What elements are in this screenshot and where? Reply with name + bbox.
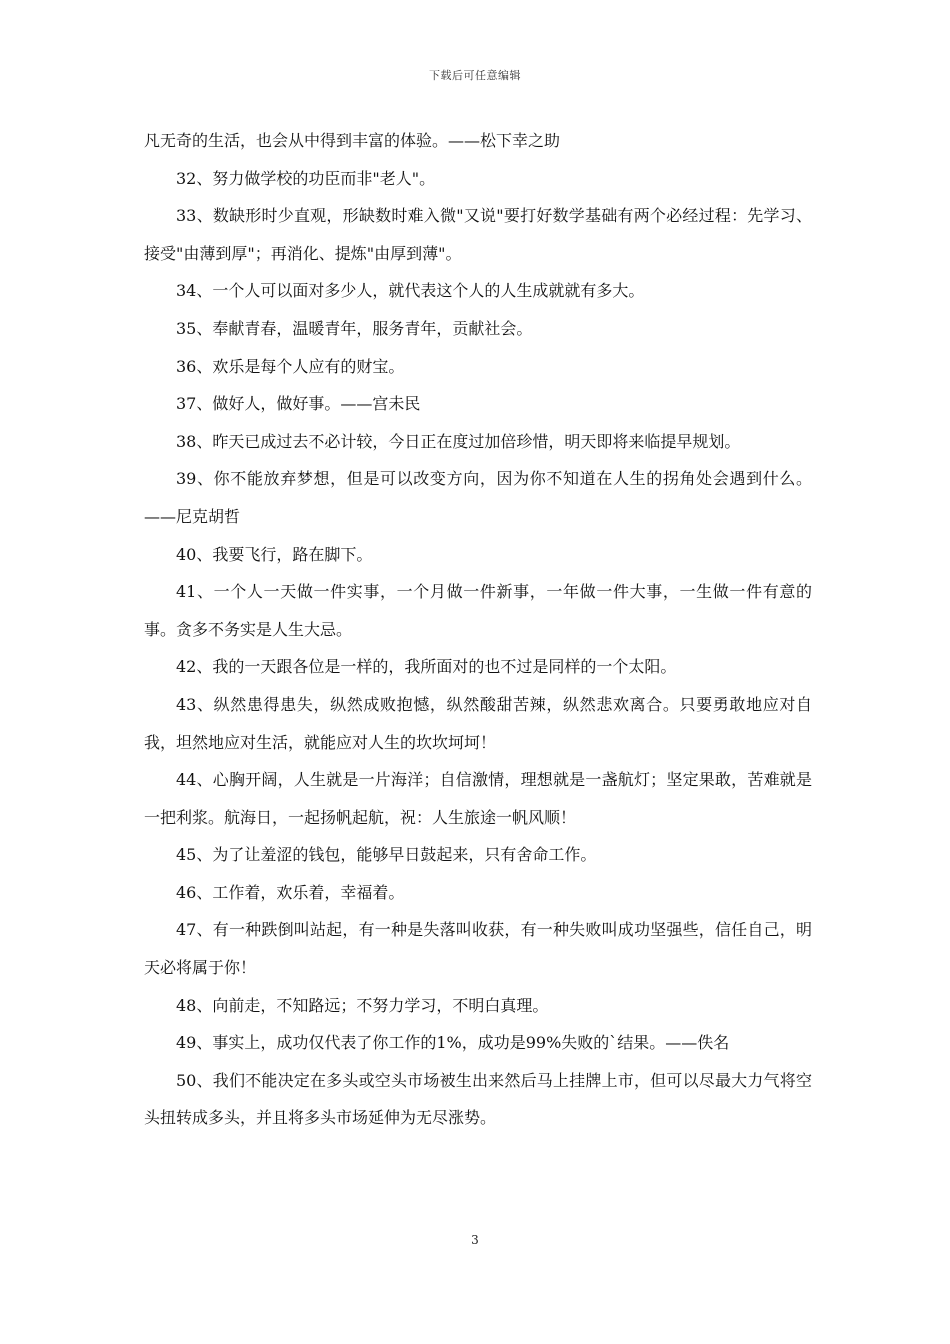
paragraph: 凡无奇的生活，也会从中得到丰富的体验。——松下幸之助 bbox=[144, 131, 561, 150]
paragraph: 37、做好人，做好事。——宫未民 bbox=[176, 394, 421, 414]
paragraph: 45、为了让羞涩的钱包，能够早日鼓起来，只有舍命工作。 bbox=[176, 845, 597, 865]
paragraph: 35、奉献青春，温暖青年，服务青年，贡献社会。 bbox=[176, 318, 533, 338]
page-header: 下载后可任意编辑 bbox=[429, 69, 521, 82]
page-number: 3 bbox=[471, 1233, 479, 1247]
paragraph: 32、努力做学校的功臣而非"老人"。 bbox=[176, 168, 436, 188]
paragraph: 41、一个人一天做一件实事，一个月做一件新事，一年做一件大事，一生做一件有意的事。贪多不务实是人生大忌。 bbox=[144, 582, 812, 639]
paragraph: 49、事实上，成功仅代表了你工作的1%，成功是99%失败的`结果。——佚名 bbox=[176, 1033, 730, 1053]
paragraph: 43、纵然患得患失，纵然成败抱憾，纵然酸甜苦辣，纵然悲欢离合。只要勇敢地应对自我，坦然地应对生活，就能应对人生的坎坎坷坷！ bbox=[144, 694, 812, 752]
paragraph: 48、向前走，不知路远；不努力学习，不明白真理。 bbox=[176, 995, 549, 1015]
paragraph: 38、昨天已成过去不必计较，今日正在度过加倍珍惜，明天即将来临提早规划。 bbox=[176, 431, 741, 451]
paragraph: 34、一个人可以面对多少人，就代表这个人的人生成就就有多大。 bbox=[176, 281, 645, 301]
paragraph: 44、心胸开阔，人生就是一片海洋；自信激情，理想就是一盏航灯；坚定果敢，苦难就是一把利浆。航海日，一起扬帆起航，祝：人生旅途一帆风顺！ bbox=[144, 770, 812, 827]
body-text bbox=[144, 122, 812, 1137]
paragraph: 40、我要飞行，路在脚下。 bbox=[176, 544, 373, 564]
paragraph: 47、有一种跌倒叫站起，有一种是失落叫收获，有一种失败叫成功坚强些，信任自己，明天必将属于你！ bbox=[144, 920, 812, 978]
paragraph: 33、数缺形时少直观，形缺数时难入微"又说"要打好数学基础有两个必经过程：先学习、接受"由薄到厚"；再消化、提炼"由厚到薄"。 bbox=[144, 206, 812, 263]
paragraph: 36、欢乐是每个人应有的财宝。 bbox=[176, 356, 405, 376]
paragraph: 50、我们不能决定在多头或空头市场被生出来然后马上挂牌上市，但可以尽最大力气将空头扭转成多头，并且将多头市场延伸为无尽涨势。 bbox=[144, 1070, 812, 1128]
paragraph: 42、我的一天跟各位是一样的，我所面对的也不过是同样的一个太阳。 bbox=[176, 657, 677, 677]
paragraph: 39、你不能放弃梦想，但是可以改变方向，因为你不知道在人生的拐角处会遇到什么。——尼克胡哲 bbox=[144, 469, 812, 526]
paragraph: 46、工作着，欢乐着，幸福着。 bbox=[176, 882, 405, 902]
